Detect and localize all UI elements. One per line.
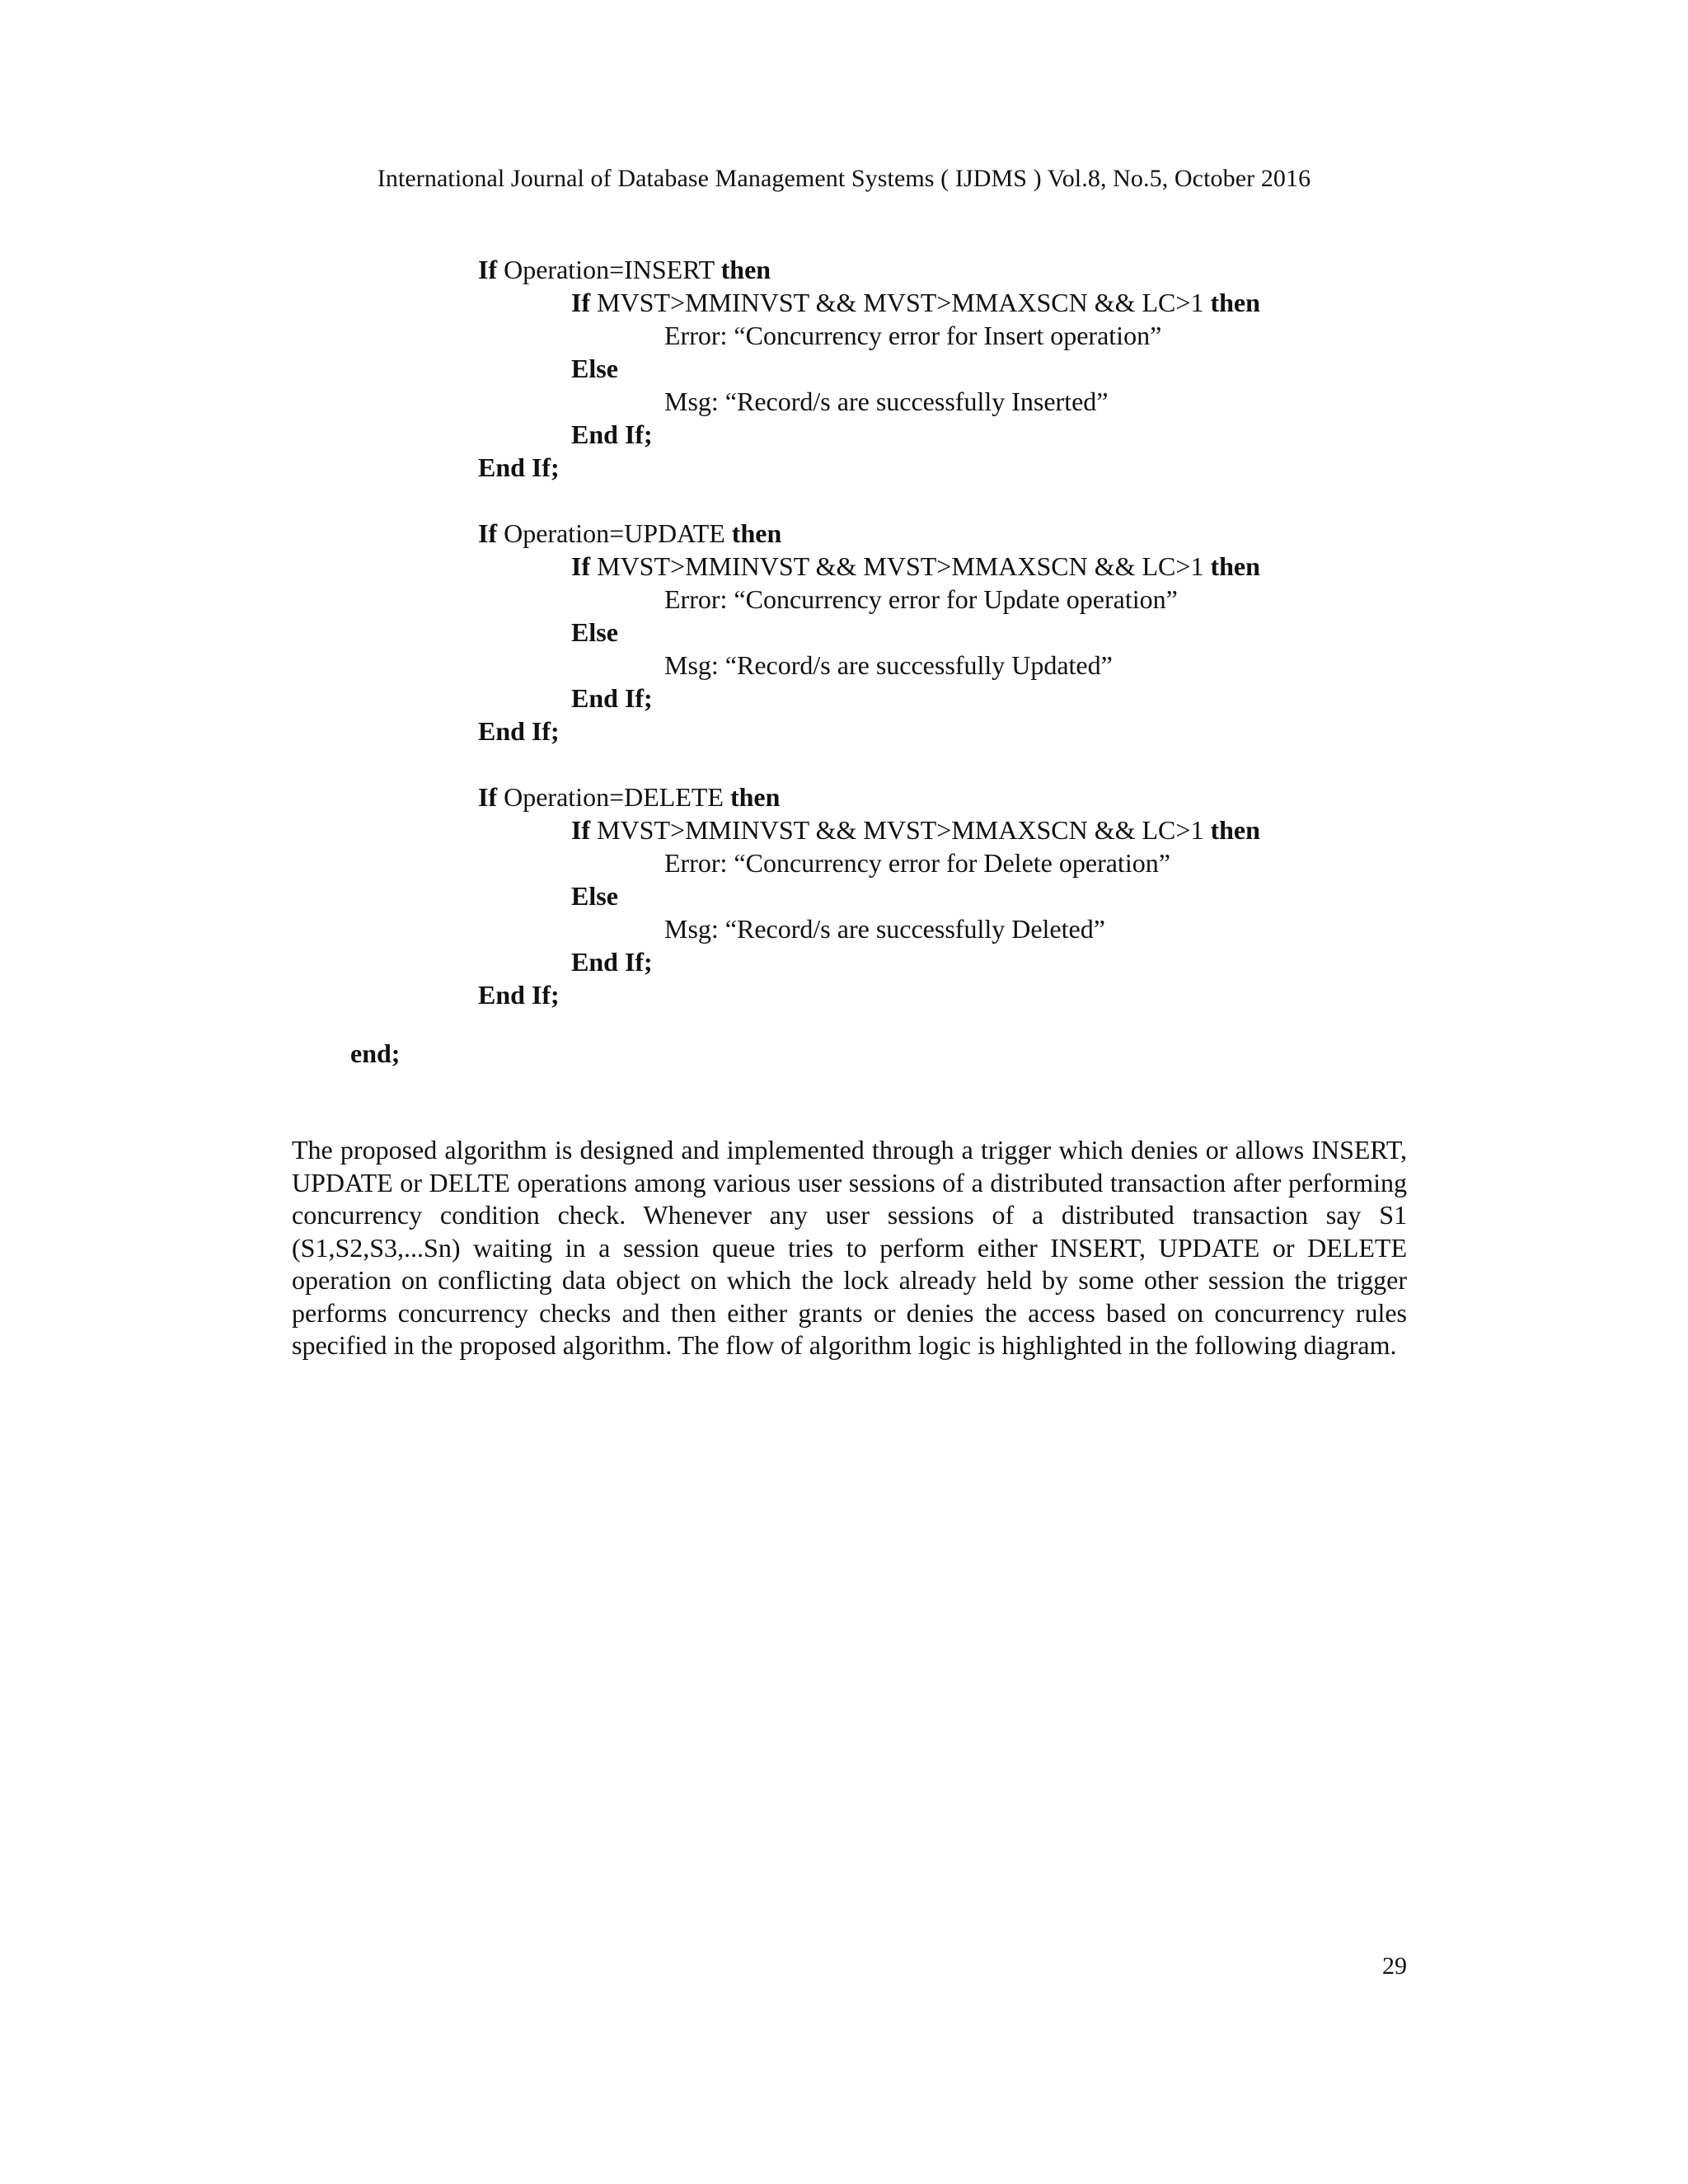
insert-inner-if-line xyxy=(478,286,1260,319)
insert-if-line xyxy=(478,253,1260,286)
then-keyword: then xyxy=(1210,815,1260,845)
insert-outer-end-line: End If; xyxy=(478,452,560,482)
if-keyword: If xyxy=(478,518,498,548)
algorithm-code-block xyxy=(478,253,1260,1011)
if-keyword: If xyxy=(478,782,498,812)
then-keyword: then xyxy=(1210,551,1260,581)
update-if-line xyxy=(478,517,1260,550)
if-keyword: If xyxy=(571,288,591,317)
delete-inner-if-line xyxy=(478,813,1260,846)
delete-else-line: Else xyxy=(571,881,618,911)
delete-success-line: Msg: “Record/s are successfully Deleted” xyxy=(664,914,1105,944)
running-header: International Journal of Database Management Systems ( IJDMS ) Vol.8, No.5, October 2016 xyxy=(377,165,1311,192)
blank-line xyxy=(478,748,1260,780)
body-paragraph: The proposed algorithm is designed and implemented through a trigger which denies or allows INSERT, UPDATE or DELTE operations among various user sessions of a distributed transaction after performing concurrency condition check. Whenever any user sessions of a distributed transaction say S1 (S1,S2,S3,...Sn) waiting in a session queue tries to perform either INSERT, UPDATE or DELETE operation on conflicting data object on which the lock already held by some other session the trigger performs concurrency checks and then either grants or denies the access based on concurrency rules specified in the proposed algorithm. The flow of algorithm logic is highlighted in the following diagram. xyxy=(292,1135,1407,1360)
blank-line xyxy=(478,484,1260,517)
update-condition: Operation=UPDATE xyxy=(497,518,732,548)
insert-else-line: Else xyxy=(571,354,618,383)
inner-condition: MVST>MMINVST && MVST>MMAXSCN && LC>1 xyxy=(590,815,1211,845)
algorithm-end-keyword: end; xyxy=(350,1038,401,1068)
if-keyword: If xyxy=(571,815,591,845)
then-keyword: then xyxy=(1210,288,1260,317)
update-inner-end-line: End If; xyxy=(571,683,653,713)
update-else-line: Else xyxy=(571,617,618,647)
delete-inner-end-line: End If; xyxy=(571,947,653,977)
insert-success-line: Msg: “Record/s are successfully Inserted” xyxy=(664,387,1109,416)
update-success-line: Msg: “Record/s are successfully Updated” xyxy=(664,650,1113,680)
update-error-line: Error: “Concurrency error for Update operation” xyxy=(664,584,1178,614)
delete-if-line xyxy=(478,780,1260,813)
inner-condition: MVST>MMINVST && MVST>MMAXSCN && LC>1 xyxy=(590,551,1211,581)
inner-condition: MVST>MMINVST && MVST>MMAXSCN && LC>1 xyxy=(590,288,1211,317)
delete-condition: Operation=DELETE xyxy=(497,782,730,812)
then-keyword: then xyxy=(729,782,781,812)
delete-outer-end-line: End If; xyxy=(478,980,560,1010)
page-number: 29 xyxy=(1382,1952,1407,1980)
update-inner-if-line xyxy=(478,550,1260,583)
then-keyword: then xyxy=(720,255,771,284)
insert-condition: Operation=INSERT xyxy=(497,255,721,284)
insert-error-line: Error: “Concurrency error for Insert operation” xyxy=(664,321,1162,350)
insert-inner-end-line: End If; xyxy=(571,419,653,449)
if-keyword: If xyxy=(571,551,591,581)
update-outer-end-line: End If; xyxy=(478,716,560,746)
delete-error-line: Error: “Concurrency error for Delete operation” xyxy=(664,848,1170,878)
if-keyword: If xyxy=(478,255,498,284)
then-keyword: then xyxy=(731,518,782,548)
